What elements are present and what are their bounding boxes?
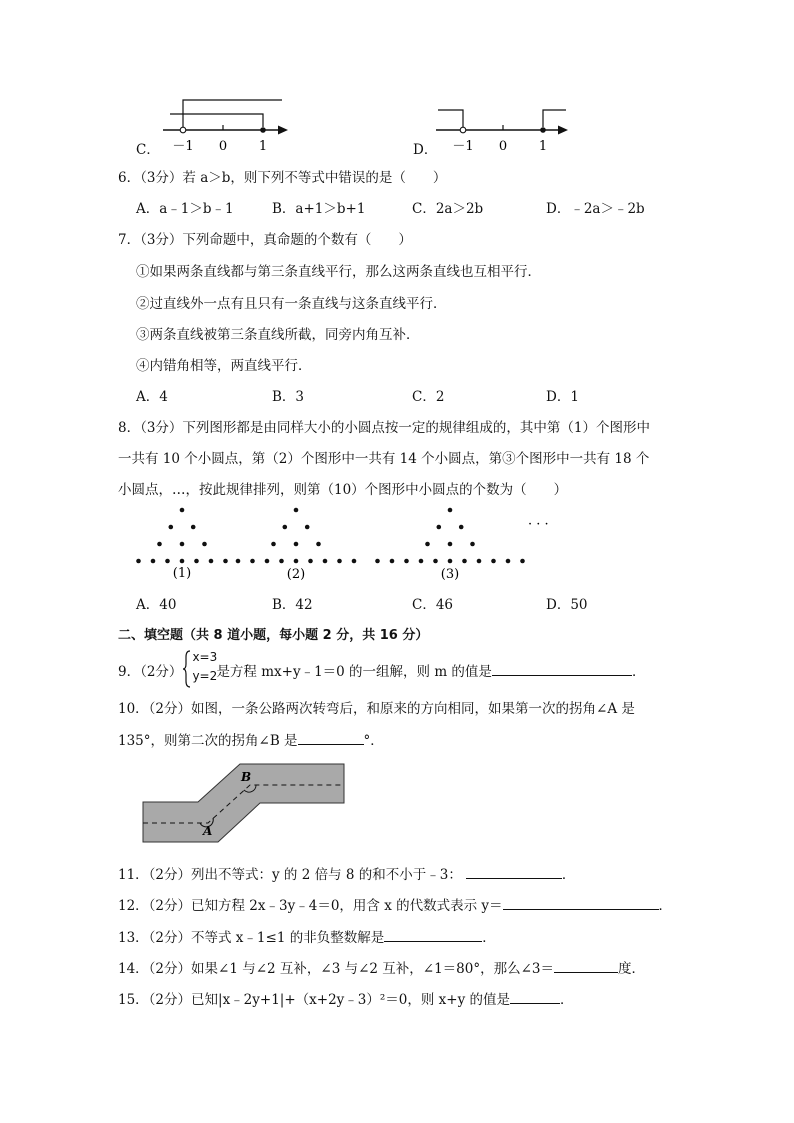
- q12-end: ．: [658, 898, 673, 914]
- dot: [180, 508, 185, 513]
- q10-answer-blank[interactable]: [298, 730, 364, 745]
- q6-option-b: B．a+1＞b+1: [272, 201, 366, 217]
- q10-line-1: 10．（2分）如图，一条公路两次转弯后，和原来的方向相同，如果第一次的拐角∠A 是: [118, 701, 635, 717]
- tick-label: －1: [172, 139, 194, 154]
- dot: [477, 559, 482, 564]
- section-2-heading: 二、填空题（共 8 道小题，每小题 2 分，共 16 分）: [118, 628, 429, 643]
- q9-system-eq-2: y=2: [192, 669, 218, 683]
- figure-label-3: (3): [440, 567, 460, 582]
- dot: [459, 525, 464, 530]
- q8-stem-line-3: 小圆点，…，按此规律排列，则第（10）个图形中小圆点的个数为（ ）: [118, 482, 568, 498]
- q7-option-d: D．1: [546, 389, 579, 405]
- q11-line: [118, 863, 575, 883]
- q13-answer-blank[interactable]: [384, 927, 482, 942]
- q15-line: [118, 988, 574, 1008]
- dot: [308, 559, 313, 564]
- tick-label: 1: [258, 139, 268, 154]
- dot: [191, 525, 196, 530]
- angle-label-a: A: [203, 824, 213, 838]
- q10-line-2-end: °．: [363, 733, 384, 749]
- q6-stem: 6．（3分）若 a＞b，则下列不等式中错误的是（ ）: [118, 170, 447, 186]
- dot: [448, 542, 453, 547]
- q11-answer-blank[interactable]: [466, 864, 562, 879]
- q12-line: [118, 894, 672, 914]
- q11-end: ．: [561, 867, 576, 883]
- tick-label: －1: [452, 139, 474, 154]
- q10-line-2: [118, 729, 384, 749]
- dot: [157, 542, 162, 547]
- q8-stem-line-2: 一共有 10 个小圆点，第（2）个图形中一共有 14 个小圆点，第③个图形中一共有 18 个: [118, 451, 650, 467]
- q9-text: 是方程 mx+y﹣1＝0 的一组解，则 m 的值是: [216, 664, 492, 680]
- dots-ellipsis: · · ·: [528, 517, 549, 532]
- dot: [180, 542, 185, 547]
- dot: [223, 559, 228, 564]
- dot: [448, 559, 453, 564]
- q12-answer-blank[interactable]: [503, 895, 659, 910]
- q8-option-c: C．46: [412, 597, 454, 613]
- q11-text: 11．（2分）列出不等式：y 的 2 倍与 8 的和不小于﹣3：: [118, 867, 462, 883]
- q14-text: 14．（2分）如果∠1 与∠2 互补，∠3 与∠2 互补，∠1＝80°，那么∠3＝: [118, 961, 555, 977]
- dot: [236, 559, 241, 564]
- dot: [265, 559, 270, 564]
- dot: [352, 559, 357, 564]
- dot: [316, 542, 321, 547]
- tick-label: 0: [498, 139, 508, 154]
- dot: [491, 559, 496, 564]
- tick-label: 0: [218, 139, 228, 154]
- dot: [194, 559, 199, 564]
- q8-option-d: D．50: [546, 597, 588, 613]
- q5-option-c-label: C．: [136, 142, 160, 158]
- dot: [375, 559, 380, 564]
- q7-option-b: B．3: [272, 389, 305, 405]
- q8-option-b: B．42: [272, 597, 313, 613]
- dot: [470, 542, 475, 547]
- dot: [448, 508, 453, 513]
- q8-option-a: A．40: [136, 597, 177, 613]
- dot: [165, 559, 170, 564]
- q6-option-c: C．2a＞2b: [412, 201, 484, 217]
- q9-line: [118, 650, 646, 683]
- dot: [180, 559, 185, 564]
- dot: [506, 559, 511, 564]
- dot: [404, 559, 409, 564]
- dot: [151, 559, 156, 564]
- dot: [283, 525, 288, 530]
- q7-option-a: A．4: [136, 389, 168, 405]
- q9-system: [182, 650, 218, 683]
- q6-option-d: D．﹣2a＞﹣2b: [546, 201, 645, 217]
- q15-end: ．: [560, 992, 574, 1008]
- q6-option-a: A．a﹣1＞b﹣1: [136, 201, 234, 217]
- q14-line: [118, 957, 645, 977]
- angle-label-b: B: [241, 770, 252, 784]
- figure-label-2: (2): [286, 567, 306, 582]
- q9-answer-blank[interactable]: [492, 661, 632, 676]
- dot: [305, 525, 310, 530]
- dot: [136, 559, 141, 564]
- dot: [390, 559, 395, 564]
- dot: [520, 559, 525, 564]
- dot: [462, 559, 467, 564]
- dot: [294, 508, 299, 513]
- q10-line-2-start: 135°，则第二次的拐角∠B 是: [118, 733, 298, 749]
- q9-system-eq-1: x=3: [192, 650, 218, 664]
- q13-line: [118, 926, 496, 946]
- q8-stem-line-1: 8．（3分）下列图形都是由同样大小的小圆点按一定的规律组成的，其中第（1）个图形中: [118, 420, 651, 436]
- q9-end: ．: [631, 664, 646, 680]
- q13-end: ．: [482, 930, 496, 946]
- q5-option-c-number-line: [158, 92, 290, 154]
- dot: [437, 525, 442, 530]
- q10-road-figure: [140, 762, 350, 848]
- dot: [419, 559, 424, 564]
- q12-text: 12．（2分）已知方程 2x﹣3y﹣4＝0，用含 x 的代数式表示 y＝: [118, 898, 503, 914]
- q5-option-d-number-line: [436, 92, 572, 154]
- dot: [250, 559, 255, 564]
- dot: [323, 559, 328, 564]
- q7-option-c: C．2: [412, 389, 445, 405]
- figure-label-1: (1): [172, 566, 192, 581]
- q7-statement-4: ④内错角相等，两直线平行．: [136, 358, 312, 374]
- q9-prefix: 9．（2分）: [118, 664, 183, 680]
- q7-statement-1: ①如果两条直线都与第三条直线平行，那么这两条直线也互相平行．: [136, 264, 541, 280]
- dot: [425, 542, 430, 547]
- q14-answer-blank[interactable]: [554, 958, 618, 973]
- q14-end: 度．: [618, 961, 646, 977]
- dot: [337, 559, 342, 564]
- q15-answer-blank[interactable]: [510, 989, 560, 1004]
- q5-option-d-label: D．: [413, 142, 438, 158]
- q7-statement-2: ②过直线外一点有且只有一条直线与这条直线平行．: [136, 296, 447, 312]
- dot: [294, 542, 299, 547]
- q15-text: 15．（2分）已知|x﹣2y+1|+（x+2y﹣3）²＝0，则 x+y 的值是: [118, 992, 511, 1008]
- left-brace-icon: [182, 649, 192, 689]
- dot: [433, 559, 438, 564]
- q13-text: 13．（2分）不等式 x﹣1≤1 的非负整数解是: [118, 930, 385, 946]
- dot: [271, 542, 276, 547]
- dot: [169, 525, 174, 530]
- dot: [279, 559, 284, 564]
- dot: [202, 542, 207, 547]
- dot: [209, 559, 214, 564]
- dot: [294, 559, 299, 564]
- q7-stem: 7．（3分）下列命题中，真命题的个数有（ ）: [118, 232, 412, 248]
- q7-statement-3: ③两条直线被第三条直线所截，同旁内角互补．: [136, 327, 420, 343]
- tick-label: 1: [538, 139, 548, 154]
- q8-dot-pattern-figure: [130, 500, 580, 590]
